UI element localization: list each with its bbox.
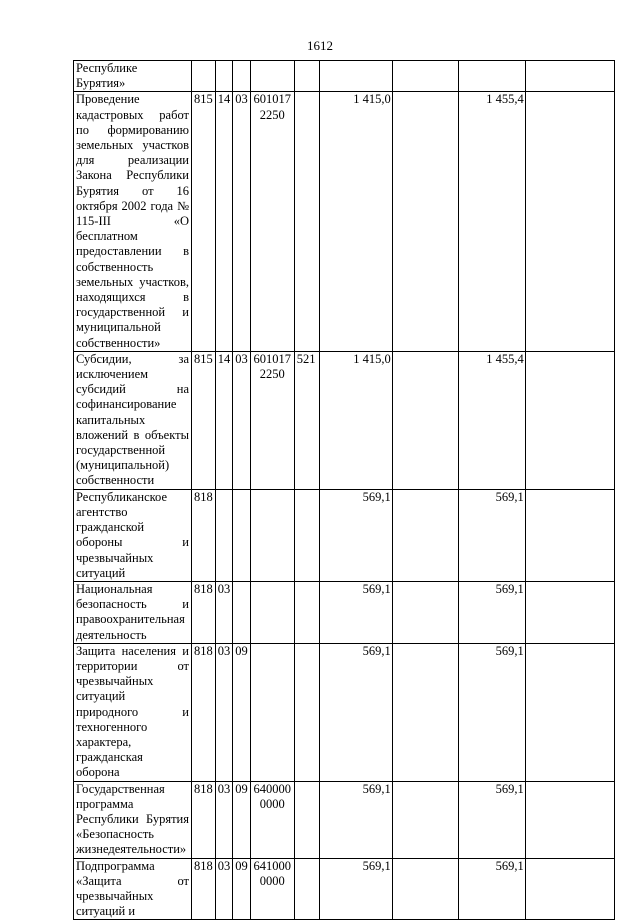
section-code: [215, 61, 233, 92]
sum-year2: 1 455,4: [458, 92, 525, 351]
expense-type-code: [294, 781, 319, 858]
ministry-code: 815: [192, 351, 216, 489]
empty-cell: [525, 61, 614, 92]
ministry-code: 818: [192, 581, 216, 643]
sum-year2: 569,1: [458, 489, 525, 581]
empty-cell: [392, 781, 458, 858]
empty-cell: [525, 781, 614, 858]
empty-cell: [392, 858, 458, 920]
ministry-code: 818: [192, 858, 216, 920]
empty-cell: [392, 643, 458, 781]
expense-type-code: [294, 643, 319, 781]
sum-year1: [319, 61, 392, 92]
row-name: Государственная программа Республики Бурятия «Безопасность жизнедеятельности»: [74, 781, 192, 858]
row-name: Подпрограмма «Защита от чрезвычайных ситуаций и: [74, 858, 192, 920]
ministry-code: [192, 61, 216, 92]
target-code: 601017 2250: [250, 351, 294, 489]
table-row: [74, 351, 615, 489]
ministry-code: 818: [192, 781, 216, 858]
expense-type-code: [294, 858, 319, 920]
section-code: 03: [215, 643, 233, 781]
budget-table: [73, 60, 615, 920]
sum-year1: 569,1: [319, 781, 392, 858]
section-code: 14: [215, 92, 233, 351]
row-name: Республиканское агентство гражданской обороны и чрезвычайных ситуаций: [74, 489, 192, 581]
ministry-code: 815: [192, 92, 216, 351]
empty-cell: [525, 92, 614, 351]
page-number: 1612: [307, 38, 333, 53]
empty-cell: [525, 643, 614, 781]
subsection-code: 09: [233, 858, 251, 920]
sum-year1: 569,1: [319, 858, 392, 920]
expense-type-code: 521: [294, 351, 319, 489]
empty-cell: [525, 351, 614, 489]
row-name: Проведение кадастровых работ по формированию земельных участков для реализации Закона Республики Бурятия от 16 октября 2002 года № 115-III «О бесплатном предоставлении в собственность земельных участков, находящихся в государственной и муниципальной собственности»: [74, 92, 192, 351]
subsection-code: 09: [233, 781, 251, 858]
expense-type-code: [294, 92, 319, 351]
empty-cell: [525, 489, 614, 581]
sum-year2: 569,1: [458, 581, 525, 643]
table-row: [74, 61, 615, 92]
target-code: [250, 61, 294, 92]
expense-type-code: [294, 581, 319, 643]
empty-cell: [525, 858, 614, 920]
section-code: 14: [215, 351, 233, 489]
empty-cell: [392, 581, 458, 643]
target-code: [250, 581, 294, 643]
subsection-code: [233, 61, 251, 92]
target-code: [250, 489, 294, 581]
sum-year2: [458, 61, 525, 92]
table-row: [74, 781, 615, 858]
table-row: [74, 643, 615, 781]
sum-year1: 569,1: [319, 643, 392, 781]
sum-year1: 1 415,0: [319, 92, 392, 351]
row-name: Субсидии, за исключением субсидий на софинансирование капитальных вложений в объекты государственной (муниципальной) собственности: [74, 351, 192, 489]
section-code: 03: [215, 581, 233, 643]
sum-year2: 1 455,4: [458, 351, 525, 489]
empty-cell: [392, 61, 458, 92]
subsection-code: 09: [233, 643, 251, 781]
expense-type-code: [294, 489, 319, 581]
target-code: [250, 643, 294, 781]
section-code: [215, 489, 233, 581]
ministry-code: 818: [192, 489, 216, 581]
table-row: [74, 858, 615, 920]
section-code: 03: [215, 781, 233, 858]
sum-year2: 569,1: [458, 781, 525, 858]
empty-cell: [392, 351, 458, 489]
target-code: 601017 2250: [250, 92, 294, 351]
sum-year1: 1 415,0: [319, 351, 392, 489]
table-row: [74, 581, 615, 643]
subsection-code: [233, 489, 251, 581]
row-name: Защита населения и территории от чрезвычайных ситуаций природного и техногенного характера, гражданская оборона: [74, 643, 192, 781]
row-name: Республике Бурятия»: [74, 61, 192, 92]
sum-year2: 569,1: [458, 643, 525, 781]
sum-year1: 569,1: [319, 489, 392, 581]
subsection-code: 03: [233, 92, 251, 351]
empty-cell: [392, 92, 458, 351]
subsection-code: [233, 581, 251, 643]
empty-cell: [392, 489, 458, 581]
sum-year2: 569,1: [458, 858, 525, 920]
empty-cell: [525, 581, 614, 643]
section-code: 03: [215, 858, 233, 920]
subsection-code: 03: [233, 351, 251, 489]
sum-year1: 569,1: [319, 581, 392, 643]
table-row: [74, 92, 615, 351]
table-row: [74, 489, 615, 581]
expense-type-code: [294, 61, 319, 92]
target-code: 641000 0000: [250, 858, 294, 920]
target-code: 640000 0000: [250, 781, 294, 858]
ministry-code: 818: [192, 643, 216, 781]
row-name: Национальная безопасность и правоохранительная деятельность: [74, 581, 192, 643]
